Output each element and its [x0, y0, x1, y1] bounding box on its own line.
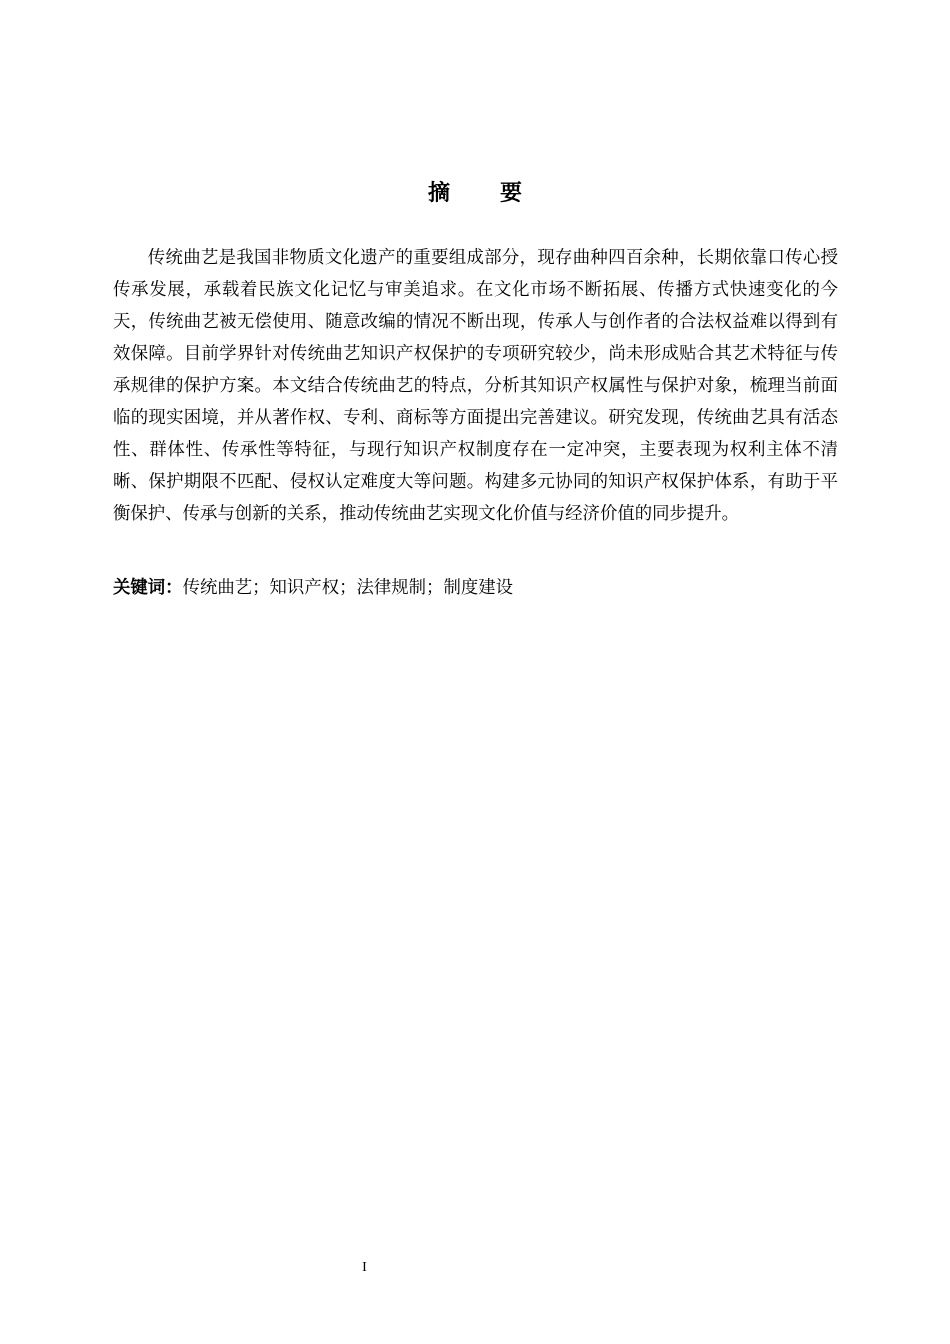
keywords-label: 关键词： [113, 578, 183, 598]
title-char-1: 摘 [427, 181, 450, 206]
page-title [0, 176, 950, 212]
keywords-line [113, 572, 838, 604]
abstract-paragraph: 传统曲艺是我国非物质文化遗产的重要组成部分，现存曲种四百余种，长期依靠口传心授传承发展，承载着民族文化记忆与审美追求。在文化市场不断拓展、传播方式快速变化的今天，传统曲艺被无偿使用、随意改编的情况不断出现，传承人与创作者的合法权益难以得到有效保障。目前学界针对传统曲艺知识产权保护的专项研究较少，尚未形成贴合其艺术特征与传承规律的保护方案。本文结合传统曲艺的特点，分析其知识产权属性与保护对象，梳理当前面临的现实困境，并从著作权、专利、商标等方面提出完善建议。研究发现，传统曲艺具有活态性、群体性、传承性等特征，与现行知识产权制度存在一定冲突，主要表现为权利主体不清晰、保护期限不匹配、侵权认定难度大等问题。构建多元协同的知识产权保护体系，有助于平衡保护、传承与创新的关系，推动传统曲艺实现文化价值与经济价值的同步提升。 [113, 248, 838, 524]
title-char-2: 要 [500, 181, 523, 206]
page-number: I [362, 1260, 367, 1275]
keywords-text: 传统曲艺；知识产权；法律规制；制度建设 [182, 578, 514, 598]
